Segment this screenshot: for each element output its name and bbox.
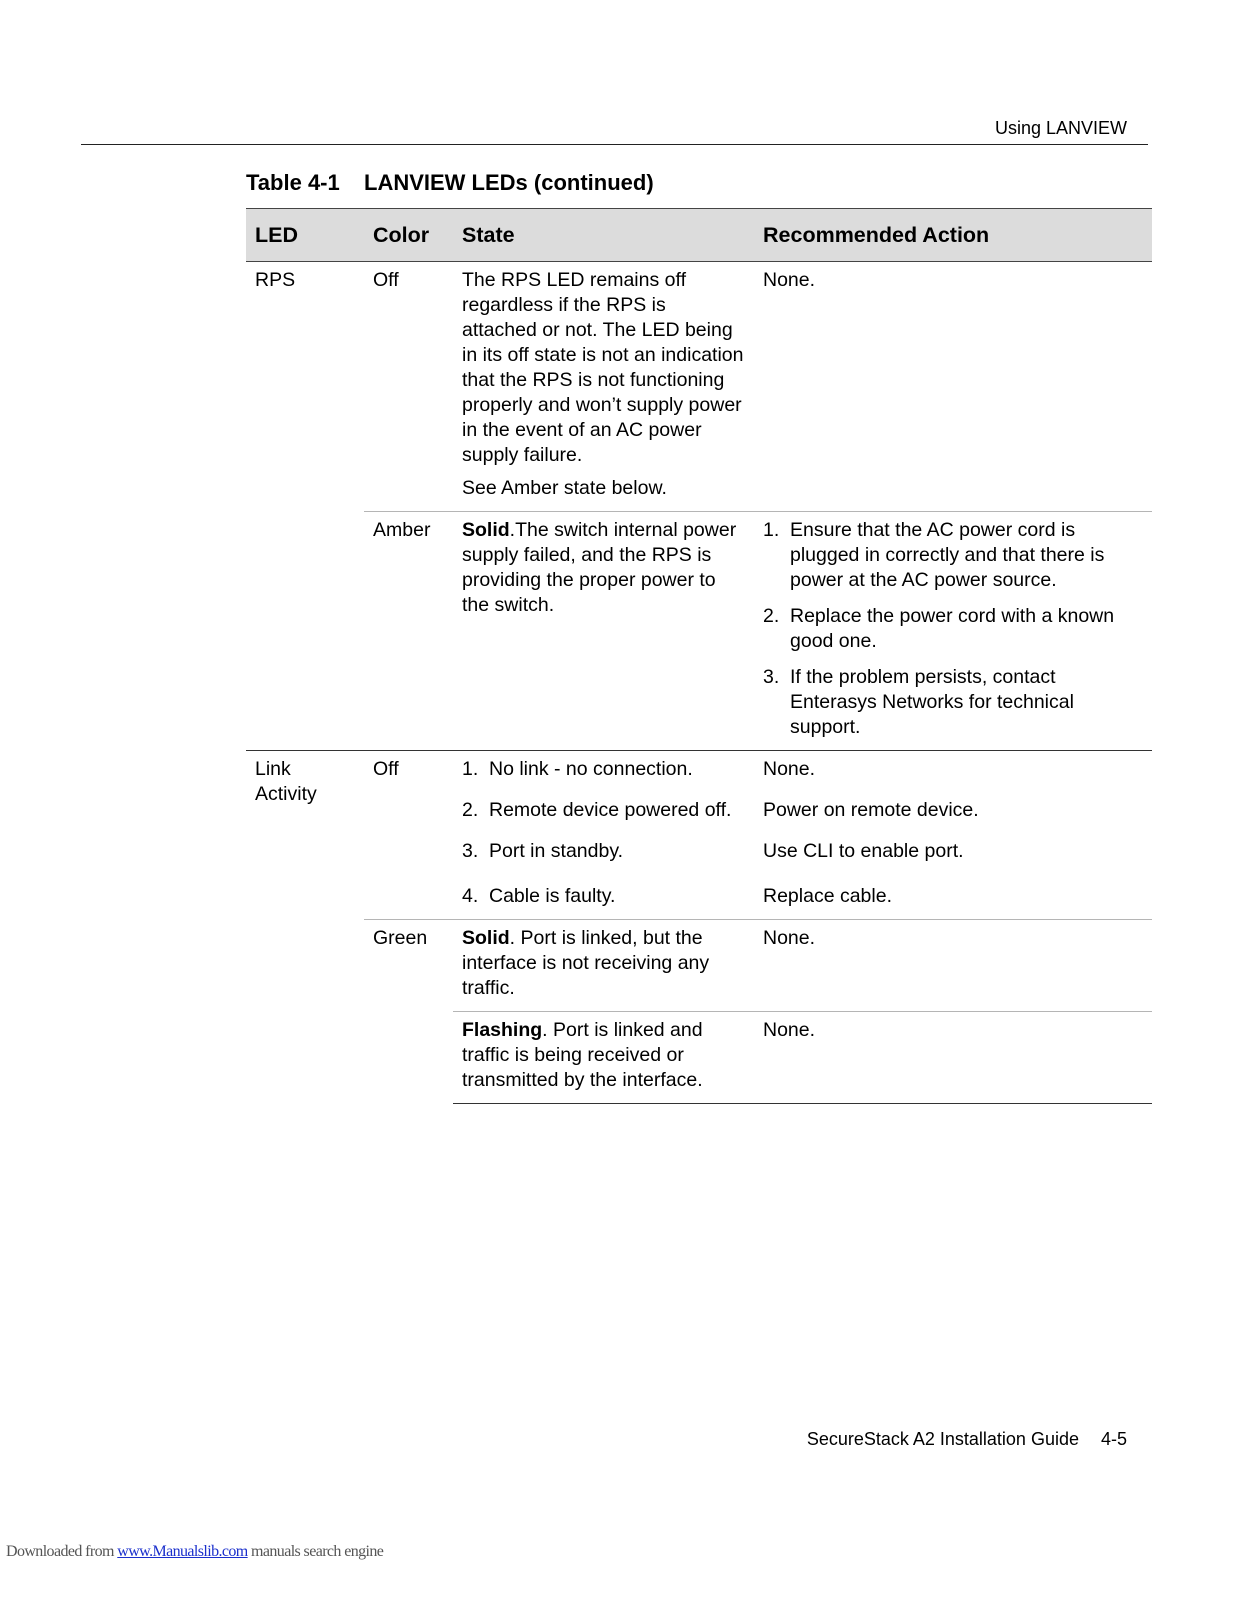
state-text: Remote device powered off.: [489, 799, 732, 821]
color-cell: Amber: [364, 512, 453, 751]
state-text: The RPS LED remains off regardless if the RPS is attached or not. The LED being in its off state is not an indication that the RPS is not functioning properly and won’t supply power in the event of an AC power supply failure.: [462, 269, 744, 466]
action-cell: None.: [754, 920, 1152, 1012]
table-caption: [246, 170, 654, 196]
list-item: [763, 665, 1143, 740]
step-text: If the problem persists, contact Enterasys Networks for technical support.: [790, 666, 1074, 738]
watermark-suffix: manuals search engine: [247, 1543, 384, 1560]
lanview-leds-table: [246, 208, 1152, 1104]
state-cell: [453, 920, 754, 1012]
state-cell: [453, 512, 754, 751]
led-link-activity: Link Activity: [246, 751, 364, 1104]
state-emphasis: Flashing: [462, 1019, 543, 1041]
state-text: No link - no connection.: [489, 758, 693, 780]
header-color: Color: [364, 209, 453, 262]
state-cell: [453, 792, 754, 833]
state-text: . Port is linked and traffic is being received or transmitted by the interface.: [462, 1019, 703, 1091]
state-cell: [453, 833, 754, 874]
state-cell: [453, 1012, 754, 1104]
manualslib-link[interactable]: www.Manualslib.com: [117, 1543, 248, 1560]
step-text: Ensure that the AC power cord is plugged in correctly and that there is power at the AC power source.: [790, 519, 1105, 591]
action-cell: None.: [754, 751, 1152, 793]
watermark-prefix: Downloaded from: [6, 1543, 118, 1560]
action-cell: None.: [754, 1012, 1152, 1104]
color-cell: Green: [364, 920, 453, 1104]
action-cell: Replace cable.: [763, 885, 892, 907]
state-cell: [453, 874, 754, 920]
state-text: .The switch internal power supply failed, and the RPS is providing the proper power to the switch.: [462, 519, 737, 616]
table-header-row: [246, 209, 1152, 262]
step-number: 1.: [763, 519, 780, 541]
action-steps: [763, 518, 1143, 740]
action-cell: Use CLI to enable port.: [763, 840, 964, 862]
header-led: LED: [246, 209, 364, 262]
state-cell: [453, 751, 754, 793]
table-row: [246, 512, 1152, 751]
step-number: 4.: [462, 885, 479, 907]
page-number: 4-5: [1100, 1429, 1127, 1449]
step-number: 2.: [763, 605, 780, 627]
led-rps: RPS: [255, 269, 296, 291]
table-row: [246, 751, 1152, 793]
download-watermark: [6, 1543, 383, 1561]
table-row: [246, 262, 1152, 512]
state-emphasis: Solid: [462, 927, 510, 949]
header-action: Recommended Action: [754, 209, 1152, 262]
step-number: 3.: [462, 840, 479, 862]
table-number: Table 4-1: [246, 170, 340, 195]
color-cell: Off: [373, 269, 399, 291]
step-number: 2.: [462, 799, 479, 821]
step-text: Replace the power cord with a known good one.: [790, 605, 1115, 652]
table-title: LANVIEW LEDs (continued): [364, 170, 654, 195]
page-footer: [807, 1429, 1127, 1450]
header-rule: [81, 144, 1148, 145]
state-emphasis: Solid: [462, 519, 510, 541]
state-text: Port in standby.: [489, 840, 624, 862]
action-cell: [754, 512, 1152, 751]
state-text: . Port is linked, but the interface is not receiving any traffic.: [462, 927, 710, 999]
state-text: Cable is faulty.: [489, 885, 616, 907]
color-cell: Off: [364, 751, 453, 920]
action-cell: None.: [763, 269, 816, 291]
list-item: [763, 604, 1143, 654]
step-number: 3.: [763, 666, 780, 688]
state-cell: [453, 262, 754, 512]
state-note: See Amber state below.: [462, 477, 667, 499]
list-item: [763, 518, 1143, 593]
table-row: [246, 920, 1152, 1012]
header-state: State: [453, 209, 754, 262]
running-header: Using LANVIEW: [994, 118, 1127, 138]
action-cell: Power on remote device.: [763, 799, 979, 821]
guide-title: SecureStack A2 Installation Guide: [806, 1429, 1079, 1449]
step-number: 1.: [462, 758, 479, 780]
